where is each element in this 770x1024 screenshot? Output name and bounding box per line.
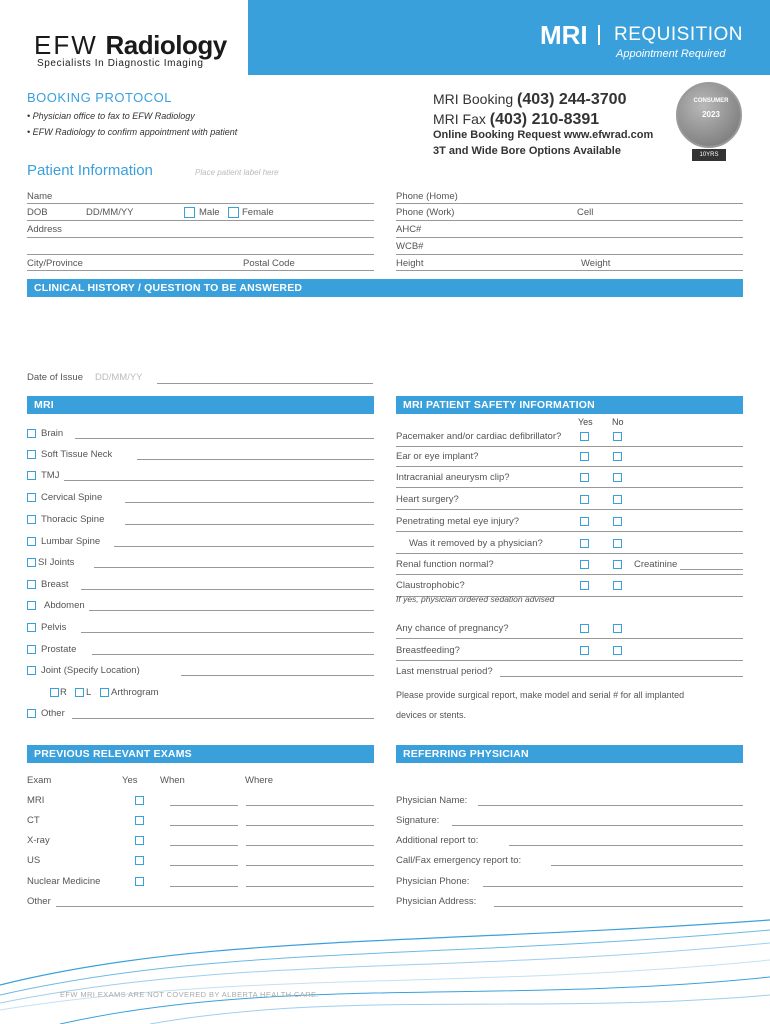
safety-question: Any chance of pregnancy? (396, 623, 509, 634)
booking-bullet-2: • EFW Radiology to confirm appointment with patient (27, 127, 238, 137)
safety-yes-checkbox[interactable] (580, 432, 589, 441)
safety-question: Intracranial aneurysm clip? (396, 472, 510, 483)
mri-exam-label: Pelvis (41, 622, 67, 633)
previous-exam-when[interactable] (170, 886, 238, 887)
safety-question: Ear or eye implant? (396, 451, 479, 462)
referring-field-line[interactable] (483, 886, 743, 887)
decorative-wave (0, 915, 770, 1024)
mri-exam-label: Breast (41, 579, 69, 590)
safety-no-checkbox[interactable] (613, 473, 622, 482)
previous-exam-when[interactable] (170, 805, 238, 806)
safety-yes-checkbox[interactable] (580, 473, 589, 482)
referring-field-label: Physician Name: (396, 795, 468, 806)
previous-exam-where[interactable] (246, 825, 374, 826)
mri-exam-line[interactable] (94, 567, 374, 568)
implant-note-1: Please provide surgical report, make model and serial # for all implanted (396, 690, 685, 700)
height-field[interactable] (396, 270, 743, 271)
mri-exam-checkbox[interactable] (27, 471, 36, 480)
creatinine-field[interactable] (680, 569, 743, 570)
mri-other-line[interactable] (72, 718, 374, 719)
mri-exam-label: TMJ (41, 470, 60, 481)
safety-row-line (396, 531, 743, 532)
col-exam: Exam (27, 775, 52, 786)
fax-number: (403) 210-8391 (489, 111, 600, 128)
previous-exam-name: Nuclear Medicine (27, 876, 101, 887)
mri-exam-label: Joint (Specify Location) (41, 665, 140, 676)
mri-exam-checkbox[interactable] (27, 515, 36, 524)
postal-label: Postal Code (243, 258, 295, 269)
safety-yes-checkbox[interactable] (580, 624, 589, 633)
left-checkbox[interactable] (75, 688, 84, 697)
referring-field-label: Signature: (396, 815, 440, 826)
safety-no-checkbox[interactable] (613, 646, 622, 655)
previous-exam-name: US (27, 855, 41, 866)
safety-bar: MRI PATIENT SAFETY INFORMATION (396, 396, 743, 414)
date-issue-label: Date of Issue (27, 372, 83, 383)
award-badge (676, 82, 742, 148)
mri-exam-label: Abdomen (44, 600, 85, 611)
safety-question: Renal function normal? (396, 559, 494, 570)
col-where: Where (245, 775, 273, 786)
previous-exam-when[interactable] (170, 825, 238, 826)
previous-exam-yes-checkbox[interactable] (135, 796, 144, 805)
ahc-label: AHC# (396, 224, 422, 235)
badge-line1: CONSUMER (693, 98, 729, 104)
safety-no-checkbox[interactable] (613, 624, 622, 633)
doc-title: REQUISITION (614, 24, 744, 45)
previous-exam-where[interactable] (246, 865, 374, 866)
safety-no-checkbox[interactable] (613, 495, 622, 504)
safety-row-line (396, 509, 743, 510)
city-field[interactable] (27, 270, 374, 271)
previous-exam-when[interactable] (170, 845, 238, 846)
mri-exam-label: SI Joints (38, 557, 75, 568)
bore-options: 3T and Wide Bore Options Available (433, 145, 621, 157)
referring-field-label: Physician Phone: (396, 876, 470, 887)
mri-other-checkbox[interactable] (27, 709, 36, 718)
creatinine-label: Creatinine (634, 559, 678, 570)
male-checkbox[interactable] (184, 207, 195, 218)
previous-exam-when[interactable] (170, 865, 238, 866)
safety-no-header: No (612, 417, 624, 427)
safety-row-line (396, 574, 743, 575)
booking-bullet-1: • Physician office to fax to EFW Radiology (27, 111, 195, 121)
lmp-label: Last menstrual period? (396, 666, 493, 677)
safety-yes-checkbox[interactable] (580, 646, 589, 655)
mri-exam-checkbox[interactable] (27, 429, 36, 438)
wcb-label: WCB# (396, 241, 424, 252)
col-when: When (160, 775, 185, 786)
logo (34, 30, 227, 61)
safety-question: Was it removed by a physician? (409, 538, 543, 549)
previous-exam-where[interactable] (246, 845, 374, 846)
mri-exam-label: Thoracic Spine (41, 514, 105, 525)
date-issue-field[interactable] (157, 383, 373, 384)
name-field[interactable] (27, 203, 374, 204)
name-label: Name (27, 191, 53, 202)
safety-yes-checkbox[interactable] (580, 581, 589, 590)
mri-exam-checkbox[interactable] (27, 537, 36, 546)
safety-no-checkbox[interactable] (613, 581, 622, 590)
booking-number: (403) 244-3700 (517, 91, 627, 108)
patient-info-title: Patient Information (27, 162, 153, 179)
badge-base: 10YRS (692, 149, 726, 161)
safety-yes-checkbox[interactable] (580, 452, 589, 461)
safety-row-line (396, 553, 743, 554)
safety-yes-checkbox[interactable] (580, 517, 589, 526)
mri-exam-line[interactable] (75, 438, 374, 439)
safety-yes-checkbox[interactable] (580, 560, 589, 569)
referring-field-line[interactable] (551, 865, 743, 866)
safety-yes-checkbox[interactable] (580, 495, 589, 504)
safety-no-checkbox[interactable] (613, 517, 622, 526)
arthrogram-label: Arthrogram (111, 687, 159, 698)
footer-note: EFW MRI EXAMS ARE NOT COVERED BY ALBERTA HEALTH CARE. (60, 990, 319, 999)
phone-home-label: Phone (Home) (396, 191, 458, 202)
mri-exam-checkbox[interactable] (27, 601, 36, 610)
safety-question: Claustrophobic? (396, 580, 465, 591)
title-separator (598, 25, 600, 45)
cell-label: Cell (577, 207, 594, 218)
height-label: Height (396, 258, 424, 269)
dob-label: DOB (27, 207, 48, 218)
previous-exam-name: CT (27, 815, 40, 826)
safety-row-line (396, 660, 743, 661)
referring-field-label: Additional report to: (396, 835, 479, 846)
safety-no-checkbox[interactable] (613, 432, 622, 441)
city-label: City/Province (27, 258, 83, 269)
mri-bar: MRI (27, 396, 374, 414)
address-field-2[interactable] (27, 254, 374, 255)
female-checkbox[interactable] (228, 207, 239, 218)
referring-field-label: Physician Address: (396, 896, 477, 907)
clinical-history-bar: CLINICAL HISTORY / QUESTION TO BE ANSWERED (27, 279, 743, 297)
phone-work-label: Phone (Work) (396, 207, 455, 218)
referring-field-label: Call/Fax emergency report to: (396, 855, 522, 866)
mri-exam-checkbox[interactable] (27, 580, 36, 589)
phone-work-field[interactable] (396, 220, 743, 221)
mri-other-label: Other (41, 708, 65, 719)
safety-row-line (396, 466, 743, 467)
mri-exam-line[interactable] (125, 524, 374, 525)
referring-field-line[interactable] (509, 845, 743, 846)
previous-exam-yes-checkbox[interactable] (135, 877, 144, 886)
previous-exam-where[interactable] (246, 805, 374, 806)
phone-home-field[interactable] (396, 203, 743, 204)
mri-exam-label: Brain (41, 428, 64, 439)
mri-exam-line[interactable] (137, 459, 374, 460)
previous-exam-yes-checkbox[interactable] (135, 856, 144, 865)
right-checkbox[interactable] (50, 688, 59, 697)
previous-exams-bar: PREVIOUS RELEVANT EXAMS (27, 745, 374, 763)
address-field[interactable] (27, 237, 374, 238)
safety-no-checkbox[interactable] (613, 452, 622, 461)
mri-exam-checkbox[interactable] (27, 623, 36, 632)
referring-physician-bar: REFERRING PHYSICIAN (396, 745, 743, 763)
mri-exam-checkbox[interactable] (27, 493, 36, 502)
previous-other-label: Other (27, 896, 51, 907)
fax-label: MRI Fax (433, 111, 486, 127)
previous-exam-name: MRI (27, 795, 45, 806)
booking-label: MRI Booking (433, 91, 514, 107)
mri-exam-line[interactable] (64, 480, 374, 481)
implant-note-2: devices or stents. (396, 710, 467, 720)
fax-line (433, 111, 599, 129)
safety-question: Penetrating metal eye injury? (396, 516, 520, 527)
logo-prefix: EFW (34, 30, 98, 60)
online-booking[interactable]: Online Booking Request www.efwrad.com (433, 129, 654, 141)
previous-exam-yes-checkbox[interactable] (135, 816, 144, 825)
address-label: Address (27, 224, 62, 235)
right-label: R (60, 687, 67, 698)
sedation-note: If yes, physician ordered sedation advised (396, 594, 555, 604)
previous-exam-name: X-ray (27, 835, 50, 846)
referring-field-line[interactable] (494, 906, 743, 907)
dob-field[interactable] (27, 220, 374, 221)
mri-exam-label: Cervical Spine (41, 492, 103, 503)
safety-question: Heart surgery? (396, 494, 459, 505)
safety-yes-checkbox[interactable] (580, 539, 589, 548)
mri-exam-checkbox[interactable] (27, 558, 36, 567)
lmp-field[interactable] (500, 676, 743, 677)
mri-exam-line[interactable] (92, 654, 374, 655)
mri-exam-label: Lumbar Spine (41, 536, 101, 547)
safety-no-checkbox[interactable] (613, 560, 622, 569)
safety-no-checkbox[interactable] (613, 539, 622, 548)
referring-field-line[interactable] (452, 825, 743, 826)
doc-type: MRI (540, 20, 588, 50)
left-label: L (86, 687, 92, 698)
mri-exam-label: Prostate (41, 644, 77, 655)
safety-question: Breastfeeding? (396, 645, 460, 656)
mri-exam-label: Soft Tissue Neck (41, 449, 113, 460)
mri-exam-line[interactable] (81, 632, 374, 633)
date-issue-format: DD/MM/YY (95, 372, 143, 383)
safety-question: Pacemaker and/or cardiac defibrillator? (396, 431, 562, 442)
logo-tagline: Specialists In Diagnostic Imaging (37, 58, 204, 69)
safety-row-line (396, 446, 743, 447)
mri-exam-checkbox[interactable] (27, 645, 36, 654)
weight-label: Weight (581, 258, 611, 269)
wcb-field[interactable] (396, 254, 743, 255)
previous-exam-where[interactable] (246, 886, 374, 887)
mri-exam-line[interactable] (81, 589, 374, 590)
safety-row-line (396, 638, 743, 639)
mri-exam-line[interactable] (114, 546, 374, 547)
badge-year: 2023 (702, 110, 720, 119)
referring-field-line[interactable] (478, 805, 743, 806)
booking-protocol-title: BOOKING PROTOCOL (27, 90, 173, 105)
mri-exam-checkbox[interactable] (27, 450, 36, 459)
booking-phone-line (433, 91, 626, 109)
mri-exam-line[interactable] (125, 502, 374, 503)
female-label: Female (242, 207, 274, 218)
patient-label-hint: Place patient label here (195, 168, 279, 177)
mri-exam-line[interactable] (89, 610, 374, 611)
col-yes: Yes (122, 775, 138, 786)
appointment-required: Appointment Required (616, 48, 726, 60)
mri-exam-checkbox[interactable] (27, 666, 36, 675)
male-label: Male (199, 207, 220, 218)
safety-yes-header: Yes (578, 417, 593, 427)
safety-row-line (396, 487, 743, 488)
arthrogram-checkbox[interactable] (100, 688, 109, 697)
previous-other-field[interactable] (56, 906, 374, 907)
logo-name: Radiology (105, 30, 227, 60)
previous-exam-yes-checkbox[interactable] (135, 836, 144, 845)
ahc-field[interactable] (396, 237, 743, 238)
dob-format: DD/MM/YY (86, 207, 134, 218)
mri-exam-line[interactable] (181, 675, 374, 676)
